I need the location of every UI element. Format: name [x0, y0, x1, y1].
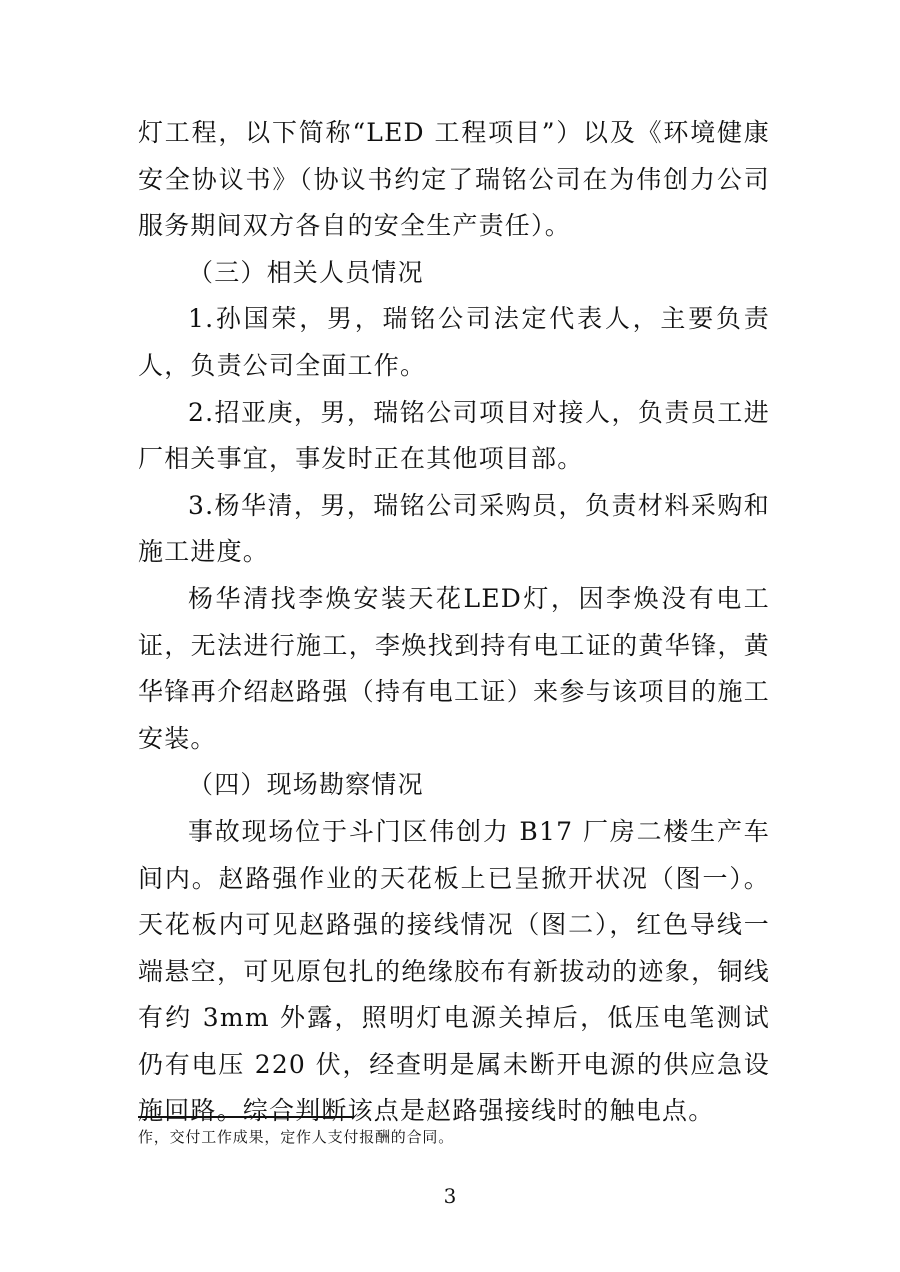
section-heading-site-inspection: （四）现场勘察情况 [188, 770, 424, 800]
footnote-divider [138, 1116, 354, 1118]
paragraph-continuation: 灯工程，以下简称“LED 工程项目”）以及《环境健康安全协议书》（协议书约定了瑞铭公司在为伟创力公司服务期间双方各自的安全生产责任）。 [138, 118, 770, 241]
page-number: 3 [443, 1184, 457, 1208]
paragraph-person-2: 2.招亚庚，男，瑞铭公司项目对接人，负责员工进厂相关事宜，事发时正在其他项目部。 [138, 397, 770, 474]
footnote-text: 作，交付工作成果，定作人支付报酬的合同。 [138, 1128, 455, 1146]
paragraph-site-inspection: 事故现场位于斗门区伟创力 B17 厂房二楼生产车间内。赵路强作业的天花板上已呈掀开状况（图一）。天花板内可见赵路强的接线情况（图二），红色导线一端悬空，可见原包扎的绝缘胶布有新拔动的迹象，铜线有约 3mm 外露，照明灯电源关掉后，低压电笔测试仍有电压 220 伏，经查明是属未断开电源的供应急设施回路。综合判断该点是赵路强接线时的触电点。 [138, 816, 770, 1126]
section-heading-personnel: （三）相关人员情况 [188, 257, 424, 287]
paragraph-hiring-chain: 杨华清找李焕安装天花LED灯，因李焕没有电工证，无法进行施工，李焕找到持有电工证的黄华锋，黄华锋再介绍赵路强（持有电工证）来参与该项目的施工安装。 [138, 583, 770, 753]
paragraph-person-1: 1.孙国荣，男，瑞铭公司法定代表人，主要负责人，负责公司全面工作。 [138, 304, 770, 380]
body-text [138, 110, 770, 1135]
paragraph-person-3: 3.杨华清，男，瑞铭公司采购员，负责材料采购和施工进度。 [138, 490, 770, 567]
